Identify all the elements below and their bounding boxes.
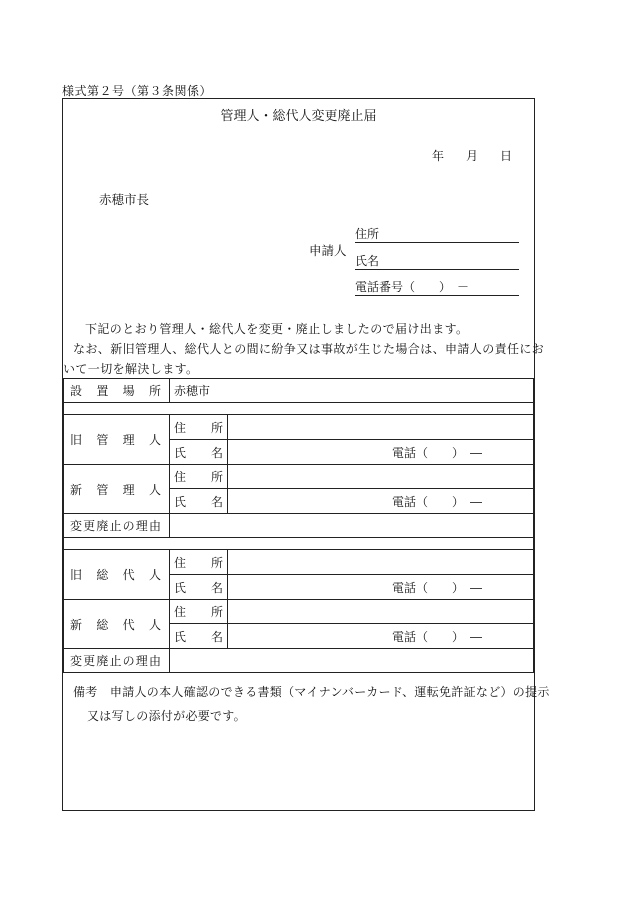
details-table — [63, 378, 534, 673]
spacer-row — [64, 538, 534, 550]
new-manager-address-field[interactable] — [228, 465, 534, 489]
manager-reason-row — [64, 514, 534, 538]
name-label: 氏 名 — [170, 489, 228, 514]
address-label: 住 所 — [170, 465, 228, 489]
reason-label: 変 更 廃 止 の 理 由 — [64, 514, 170, 538]
recipient: 赤穂市長 — [99, 192, 150, 207]
name-label: 氏 名 — [170, 440, 228, 465]
new-manager-address-row — [64, 465, 534, 489]
form-reference: 様式第２号（第３条関係） — [62, 84, 213, 98]
old-manager-name-field[interactable] — [228, 440, 534, 465]
new-rep-name-field[interactable] — [228, 624, 534, 649]
phone-label: 電話（ ） ― — [392, 445, 483, 460]
remarks-line-1: 備考 申請人の本人確認のできる書類（マイナンバーカード、運転免許証など）の提示 — [73, 685, 550, 699]
manager-reason-field[interactable] — [170, 514, 534, 538]
old-manager-address-row — [64, 415, 534, 440]
new-manager-name-field[interactable] — [228, 489, 534, 514]
location-value[interactable]: 赤穂市 — [170, 379, 534, 403]
applicant-address-field[interactable]: 住所 — [355, 227, 519, 243]
body-line-1: 下記のとおり管理人・総代人を変更・廃止しましたので届け出ます。 — [85, 322, 469, 336]
phone-label: 電話（ ） ― — [392, 494, 483, 509]
phone-label: 電話（ ） ― — [392, 629, 483, 644]
body-line-3: いて一切を解決します。 — [63, 362, 199, 376]
date-day: 日 — [499, 149, 512, 163]
rep-reason-field[interactable] — [170, 649, 534, 673]
applicant-label: 申請人 — [309, 243, 347, 258]
date-year: 年 — [431, 149, 444, 163]
rep-reason-row — [64, 649, 534, 673]
date-month: 月 — [465, 149, 478, 163]
address-label: 住 所 — [170, 600, 228, 624]
address-label: 住 所 — [170, 415, 228, 440]
remarks-line-2: 又は写しの添付が必要です。 — [87, 709, 246, 723]
name-label: 氏 名 — [170, 575, 228, 600]
location-label: 設 置 場 所 — [64, 379, 170, 403]
applicant-name-field[interactable]: 氏名 — [355, 254, 519, 270]
old-rep-address-row — [64, 550, 534, 575]
old-rep-name-field[interactable] — [228, 575, 534, 600]
form-frame — [62, 98, 550, 811]
location-row — [64, 379, 534, 403]
new-rep-label: 新 総 代 人 — [64, 600, 170, 649]
body-line-2: なお、新旧管理人、総代人との間に紛争又は事故が生じた場合は、申請人の責任にお — [73, 342, 545, 356]
date-line — [432, 147, 512, 164]
new-rep-address-field[interactable] — [228, 600, 534, 624]
new-rep-address-row — [64, 600, 534, 624]
old-manager-address-field[interactable] — [228, 415, 534, 440]
old-rep-label: 旧 総 代 人 — [64, 550, 170, 600]
reason-label: 変 更 廃 止 の 理 由 — [64, 649, 170, 673]
new-manager-label: 新 管 理 人 — [64, 465, 170, 514]
form-title: 管理人・総代人変更廃止届 — [220, 109, 377, 124]
phone-label: 電話（ ） ― — [392, 580, 483, 595]
address-label: 住 所 — [170, 550, 228, 575]
name-label: 氏 名 — [170, 624, 228, 649]
spacer-row — [64, 403, 534, 415]
applicant-phone-field[interactable]: 電話番号（ ） － — [355, 280, 519, 296]
old-rep-address-field[interactable] — [228, 550, 534, 575]
old-manager-label: 旧 管 理 人 — [64, 415, 170, 465]
